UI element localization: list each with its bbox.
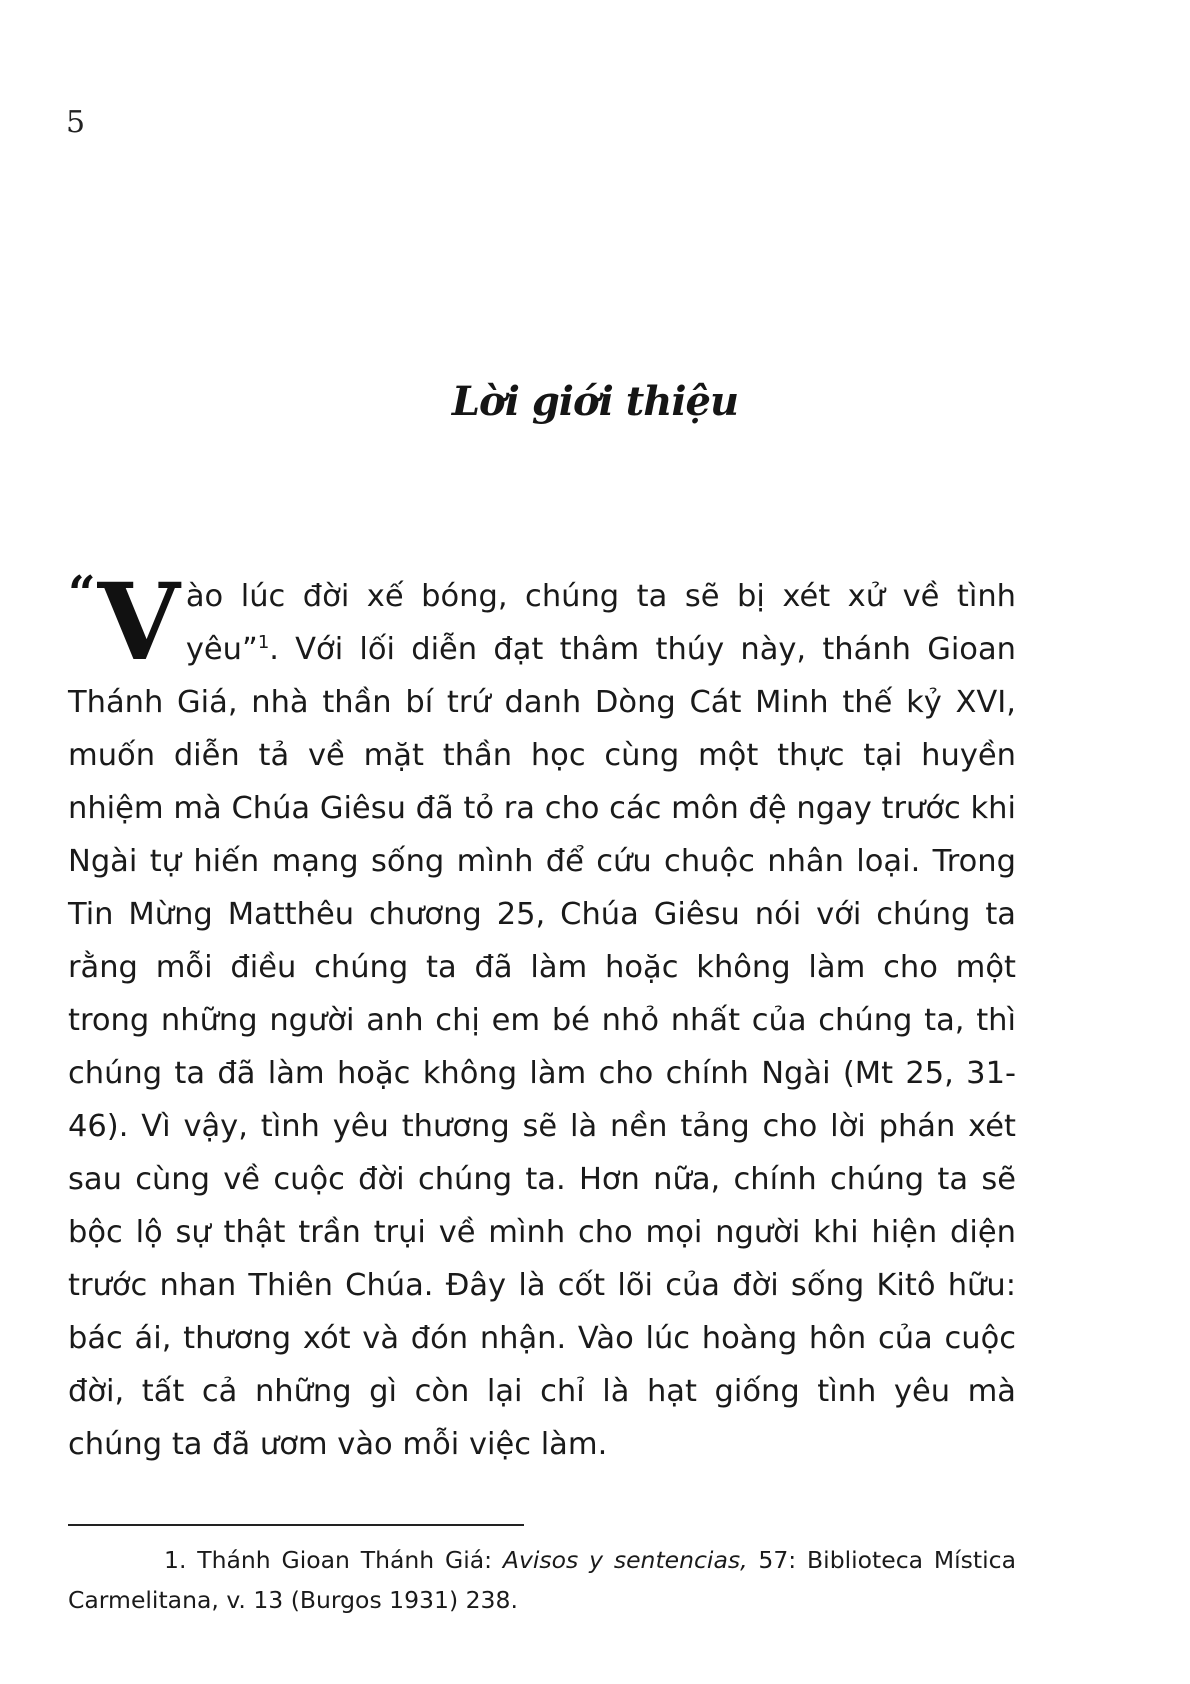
footnote-title-italic: Avisos y sentencias, xyxy=(502,1546,748,1574)
body-text-rest: . Với lối diễn đạt thâm thúy này, thánh Gioan Thánh Giá, nhà thần bí trứ danh Dòng Cát Minh thế kỷ XVI, muốn diễn tả về mặt thần học cùng một thực tại huyền nhiệm mà Chúa Giêsu đã tỏ ra cho các môn đệ ngay trước khi Ngài tự hiến mạng sống mình để cứu chuộc nhân loại. Trong Tin Mừng Matthêu chương 25, Chúa Giêsu nói với chúng ta rằng mỗi điều chúng ta đã làm hoặc không làm cho một trong những người anh chị em bé nhỏ nhất của chúng ta, thì chúng ta đã làm hoặc không làm cho chính Ngài (Mt 25, 31-46). Vì vậy, tình yêu thương sẽ là nền tảng cho lời phán xét sau cùng về cuộc đời chúng ta. Hơn nữa, chính chúng ta sẽ bộc lộ sự thật trần trụi về mình cho mọi người khi hiện diện trước nhan Thiên Chúa. Đây là cốt lõi của đời sống Kitô hữu: bác ái, thương xót và đón nhận. Vào lúc hoàng hôn của cuộc đời, tất cả những gì còn lại chỉ là hạt giống tình yêu mà chúng ta đã ươm vào mỗi việc làm. xyxy=(68,632,1016,1462)
drop-cap: V xyxy=(97,559,180,684)
page-number: 5 xyxy=(66,105,86,140)
footnote xyxy=(68,1540,1016,1620)
footnote-suffix: 57: Biblioteca Mística Carmelitana, v. 13 (Burgos 1931) 238. xyxy=(68,1546,1016,1614)
footnote-reference: 1 xyxy=(257,631,270,653)
opening-quote-mark: “ xyxy=(68,566,96,622)
footnote-prefix: 1. Thánh Gioan Thánh Giá: xyxy=(164,1546,503,1574)
footnote-divider xyxy=(68,1524,524,1526)
chapter-title: Lời giới thiệu xyxy=(451,378,739,425)
body-paragraph xyxy=(68,559,1016,1471)
body-first-run: ào lúc đời xế bóng, chúng ta sẽ bị xét xử về tình yêu” xyxy=(185,579,1016,667)
